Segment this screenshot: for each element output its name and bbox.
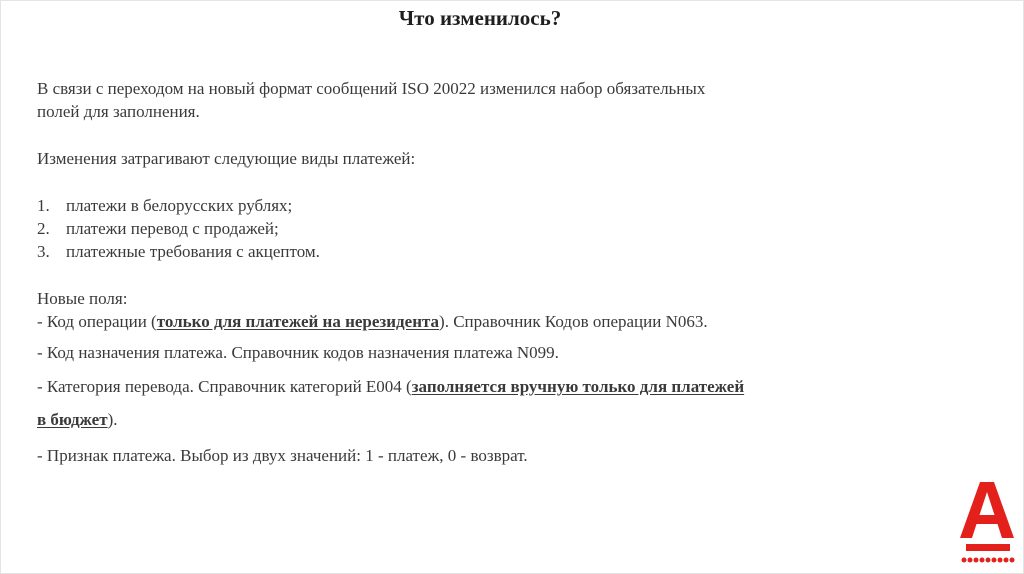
- list-item: [37, 218, 279, 240]
- logo-bar: [966, 544, 1010, 551]
- field-category-continued: [37, 409, 117, 431]
- intro-text-line-2: полей для заполнения.: [37, 102, 200, 121]
- field-category-emphasis-1: заполняется вручную только для платежей: [411, 377, 745, 396]
- field-purpose-code: - Код назначения платежа. Справочник кодов назначения платежа N099.: [37, 343, 559, 362]
- list-item-text: платежи в белорусских рублях;: [66, 196, 293, 215]
- list-item-text: платежи перевод с продажей;: [66, 219, 279, 238]
- field-operation-code-post: ). Справочник Кодов операции N063.: [439, 312, 708, 331]
- list-item-text: платежные требования с акцептом.: [66, 242, 320, 261]
- field-payment-sign: - Признак платежа. Выбор из двух значений: 1 - платеж, 0 - возврат.: [37, 446, 528, 465]
- field-category-emphasis-2: в бюджет: [37, 410, 108, 429]
- new-fields-heading: Новые поля:: [37, 289, 128, 308]
- logo-letter-a: [960, 482, 1014, 538]
- field-operation-code-emphasis: только для платежей на нерезидента: [156, 312, 440, 331]
- list-item-number: 2.: [37, 219, 50, 238]
- list-item: [37, 195, 292, 217]
- field-operation-code: [37, 311, 708, 333]
- page-title: Что изменилось?: [398, 6, 562, 30]
- intro-text-line-1: В связи с переходом на новый формат сообщений ISO 20022 изменился набор обязательных: [37, 79, 706, 98]
- field-category-pre: - Категория перевода. Справочник категорий E004 (: [37, 377, 412, 396]
- list-item-number: 3.: [37, 242, 50, 261]
- changes-heading: Изменения затрагивают следующие виды платежей:: [37, 149, 416, 168]
- field-category-post: ).: [107, 410, 118, 429]
- list-item: [37, 241, 320, 263]
- list-item-number: 1.: [37, 196, 50, 215]
- alfa-bank-logo-icon: [958, 476, 1016, 566]
- field-category: [37, 376, 744, 398]
- field-operation-code-pre: - Код операции (: [37, 312, 157, 331]
- logo-ornament: [962, 558, 1015, 563]
